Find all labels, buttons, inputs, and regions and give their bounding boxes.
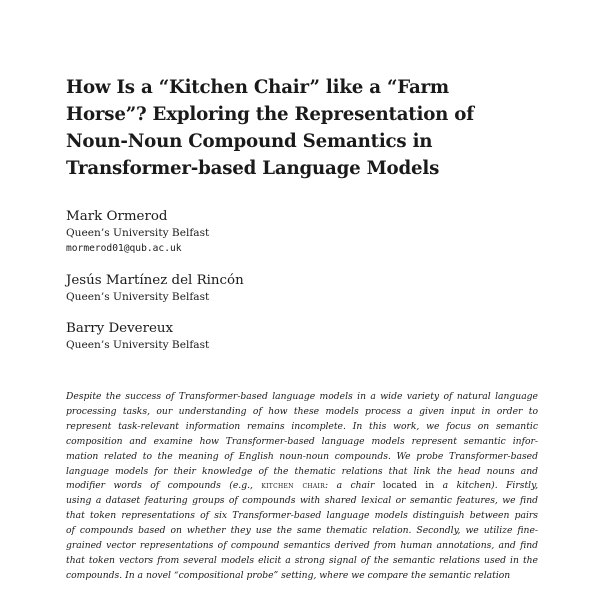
compound-example: kitchen chair xyxy=(261,480,326,492)
abstract-line xyxy=(66,479,538,494)
abstract-line: that token vectors from several models elicit a strong signal of the semantic relations used in the xyxy=(66,554,538,566)
abstract xyxy=(66,390,538,584)
abstract-line: processing tasks, our understanding of how these models process a given input in order to xyxy=(66,405,538,417)
author-name: Jesús Martínez del Rincón xyxy=(66,273,244,288)
author-email: mormerod01@qub.ac.uk xyxy=(66,243,182,254)
title-line: Horse”? Exploring the Representation of xyxy=(66,104,474,125)
abstract-text: modifier words of compounds (e.g., xyxy=(66,480,262,492)
abstract-line: compounds. In a novel “compositional probe” setting, where we compare the semantic relation xyxy=(66,569,511,581)
author-affiliation: Queen’s University Belfast xyxy=(66,291,210,303)
abstract-line: mation related to the meaning of English noun-noun compounds. We probe Transformer-based xyxy=(66,450,538,462)
author-block xyxy=(66,320,466,353)
title-line: Noun-Noun Compound Semantics in xyxy=(66,131,433,152)
abstract-text: a kitchen). Firstly, xyxy=(434,480,538,492)
author-block xyxy=(66,208,466,257)
abstract-line: composition and examine how Transformer-based language models represent semantic infor- xyxy=(66,435,538,447)
abstract-line: represent task-relevant information remains incomplete. In this work, we focus on semantic xyxy=(66,420,538,432)
abstract-line: using a dataset featuring groups of compounds with shared lexical or semantic features, we find xyxy=(66,495,538,507)
author-name: Mark Ormerod xyxy=(66,209,168,224)
abstract-line: language models for their knowledge of the thematic relations that link the head nouns and xyxy=(66,465,538,477)
author-block xyxy=(66,272,466,305)
author-name: Barry Devereux xyxy=(66,321,174,336)
title-line: How Is a “Kitchen Chair” like a “Farm xyxy=(66,77,449,98)
abstract-line: that token representations of six Transformer-based language models distinguish between pairs xyxy=(66,510,538,522)
paper-title xyxy=(66,74,546,182)
abstract-text: : a chair xyxy=(325,480,383,492)
relation-example: located in xyxy=(382,480,435,492)
abstract-line: grained vector representations of compound semantics derived from human annotations, and find xyxy=(66,540,538,552)
author-affiliation: Queen’s University Belfast xyxy=(66,339,210,351)
abstract-line: of compounds based on whether they use the same thematic relation. Secondly, we utilize fine- xyxy=(66,525,538,537)
abstract-line: Despite the success of Transformer-based language models in a wide variety of natural language xyxy=(66,391,538,402)
author-affiliation: Queen’s University Belfast xyxy=(66,227,210,239)
title-line: Transformer-based Language Models xyxy=(66,158,440,179)
